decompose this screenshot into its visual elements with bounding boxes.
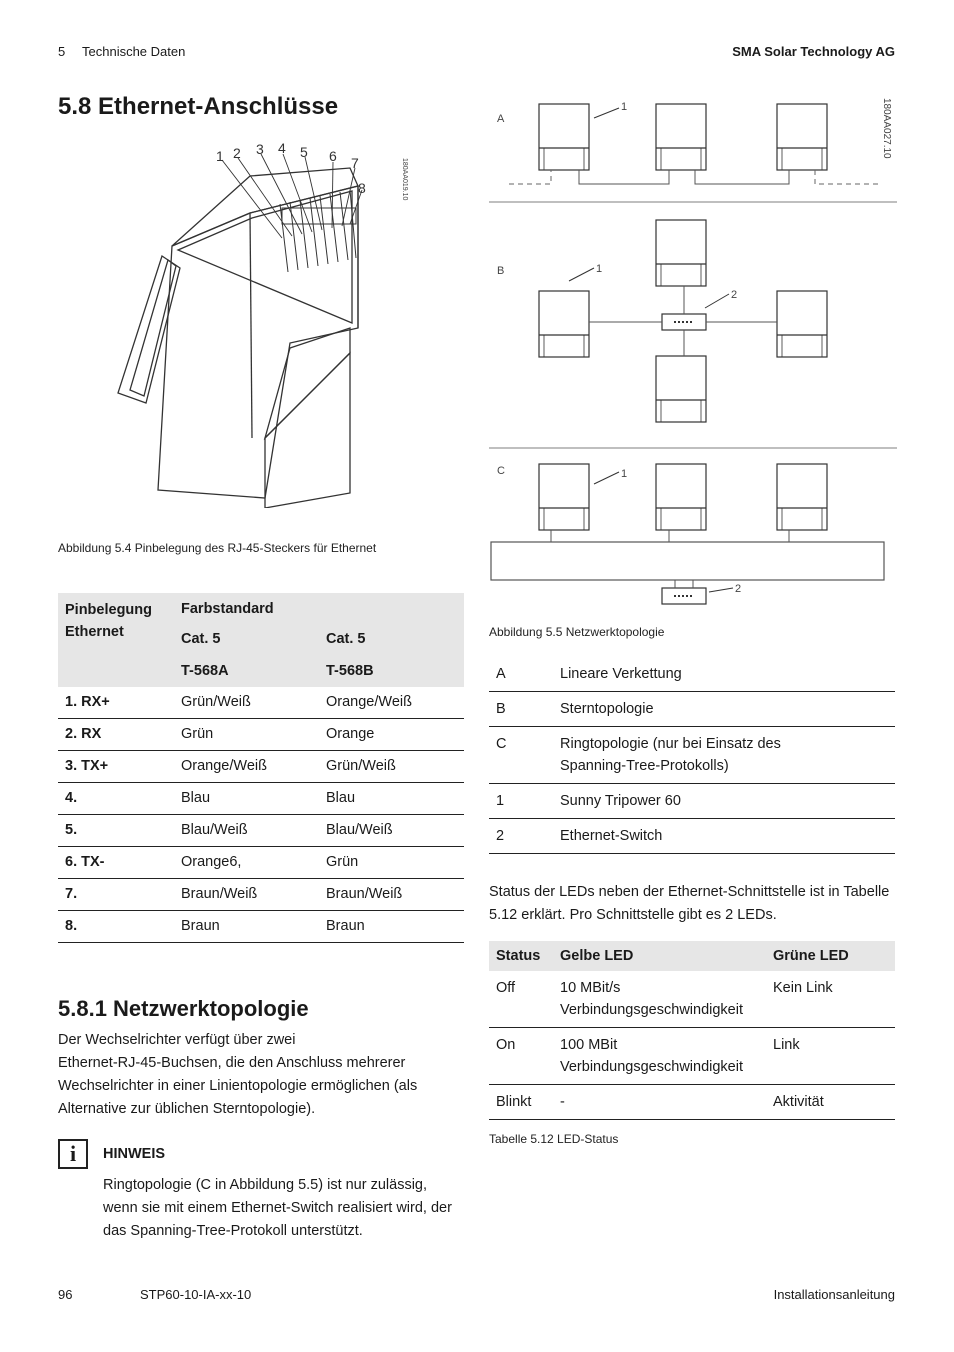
pin-cell: 3. TX+ (58, 751, 174, 783)
t568b-cell: Braun/Weiß (319, 879, 464, 911)
t568b-cell: Orange (319, 719, 464, 751)
legend-value: Ringtopologie (nur bei Einsatz des Spanning-Tree-Protokolls) (553, 727, 895, 784)
led-green-cell: Link (766, 1028, 895, 1085)
pin-cell: 5. (58, 815, 174, 847)
table-row (489, 819, 895, 854)
color-standard-header: Farbstandard (174, 593, 464, 624)
led-status-cell: Off (489, 971, 553, 1028)
t568b-cell: Blau (319, 783, 464, 815)
pin-label: 8 (358, 180, 366, 196)
t568a-cell: Orange/Weiß (174, 751, 319, 783)
rj45-plug-drawing (100, 138, 420, 508)
pin-cell: 4. (58, 783, 174, 815)
note-line: das Spanning-Tree-Protokoll unterstützt. (103, 1223, 363, 1239)
figure-code: 180AA027.10 (881, 98, 892, 159)
pin-label: 4 (278, 140, 286, 156)
callout-switch: 2 (731, 289, 738, 301)
table-row (489, 727, 895, 784)
header-company: SMA Solar Technology AG (732, 44, 895, 59)
t568a-cell: Braun (174, 911, 319, 943)
inverter-icon (539, 464, 589, 530)
pin-label: 1 (216, 148, 224, 164)
led-status-table (489, 941, 895, 1120)
standard-header: T-568A (174, 655, 319, 687)
led-green-cell: Aktivität (766, 1085, 895, 1120)
table-row (58, 847, 464, 879)
t568a-cell: Blau/Weiß (174, 815, 319, 847)
pin-cell: 7. (58, 879, 174, 911)
ethernet-switch-icon (662, 314, 706, 330)
paragraph-line: Alternative zur üblichen Sterntopologie). (58, 1101, 316, 1117)
led-status-cell: On (489, 1028, 553, 1085)
legend-key: A (489, 657, 553, 692)
pin-label: 5 (300, 144, 308, 160)
pin-col-header: Pinbelegung Ethernet (58, 593, 174, 687)
callout-inverter: 1 (621, 101, 628, 113)
diagram-label-c: C (497, 465, 505, 477)
legend-value: Sterntopologie (553, 692, 895, 727)
led-header-status: Status (489, 941, 553, 971)
pin-label: 3 (256, 141, 264, 157)
table-row (489, 1028, 895, 1085)
legend-value: Sunny Tripower 60 (553, 784, 895, 819)
footer-page-number: 96 (58, 1287, 73, 1302)
table-row (58, 815, 464, 847)
diagram-label-b: B (497, 265, 505, 277)
paragraph-line: 5.12 erklärt. Pro Schnittstelle gibt es 2 LEDs. (489, 907, 777, 923)
figure-code: 180AA019.10 (401, 158, 408, 201)
inverter-icon (777, 464, 827, 530)
paragraph-line: Wechselrichter in einer Linientopologie ermöglichen (als (58, 1078, 418, 1094)
inverter-icon (539, 104, 589, 170)
t568b-cell: Grün (319, 847, 464, 879)
network-topology-diagram (489, 96, 897, 616)
table-row (58, 879, 464, 911)
info-icon: i (58, 1139, 88, 1169)
legend-key: 1 (489, 784, 553, 819)
table-row (489, 692, 895, 727)
table-row (489, 657, 895, 692)
cat-header: Cat. 5 (174, 624, 319, 655)
legend-key: 2 (489, 819, 553, 854)
header-section-number: 5 (58, 44, 66, 59)
t568b-cell: Orange/Weiß (319, 687, 464, 719)
inverter-icon (656, 220, 706, 286)
pin-cell: 8. (58, 911, 174, 943)
t568a-cell: Braun/Weiß (174, 879, 319, 911)
inverter-icon (656, 104, 706, 170)
callout-switch: 2 (735, 583, 742, 595)
pin-label: 2 (233, 145, 241, 161)
note-text (103, 1174, 473, 1243)
figure-caption-5-5: Abbildung 5.5 Netzwerktopologie (489, 625, 665, 639)
led-intro-text (489, 881, 899, 927)
t568b-cell: Braun (319, 911, 464, 943)
table-row (58, 911, 464, 943)
topology-paragraph (58, 1029, 468, 1121)
note-line: Ringtopologie (C in Abbildung 5.5) ist nur zulässig, (103, 1177, 428, 1193)
topology-legend-table (489, 657, 895, 854)
led-yellow-cell: 100 MBit Verbindungsgeschwindigkeit (553, 1028, 766, 1085)
footer-doc-type: Installationsanleitung (773, 1287, 895, 1302)
table-caption-5-12: Tabelle 5.12 LED-Status (489, 1132, 619, 1146)
table-row (489, 784, 895, 819)
table-row (58, 687, 464, 719)
paragraph-line: Status der LEDs neben der Ethernet-Schnittstelle ist in Tabelle (489, 884, 890, 900)
diagram-label-a: A (497, 113, 505, 125)
led-green-cell: Kein Link (766, 971, 895, 1028)
callout-inverter: 1 (621, 468, 628, 480)
pin-label: 6 (329, 148, 337, 164)
led-header-yellow: Gelbe LED (553, 941, 766, 971)
section-title-5-8: 5.8 Ethernet-Anschlüsse (58, 93, 339, 120)
inverter-icon (539, 291, 589, 357)
t568b-cell: Grün/Weiß (319, 751, 464, 783)
legend-key: B (489, 692, 553, 727)
pin-label: 7 (351, 155, 359, 171)
table-row (489, 1085, 895, 1120)
pin-assignment-table (58, 593, 464, 943)
table-row (58, 751, 464, 783)
legend-value: Lineare Verkettung (553, 657, 895, 692)
led-yellow-cell: 10 MBit/s Verbindungsgeschwindigkeit (553, 971, 766, 1028)
footer-doc-code: STP60-10-IA-xx-10 (140, 1287, 252, 1302)
led-status-cell: Blinkt (489, 1085, 553, 1120)
cat-header: Cat. 5 (319, 624, 464, 655)
figure-caption-5-4: Abbildung 5.4 Pinbelegung des RJ-45-Steckers für Ethernet (58, 541, 377, 555)
inverter-icon (656, 356, 706, 422)
header-section-title: Technische Daten (82, 44, 186, 59)
led-header-green: Grüne LED (766, 941, 895, 971)
pin-cell: 6. TX- (58, 847, 174, 879)
ethernet-switch-icon (662, 588, 706, 604)
t568a-cell: Orange6, (174, 847, 319, 879)
legend-key: C (489, 727, 553, 784)
paragraph-line: Ethernet-RJ-45-Buchsen, die den Anschluss mehrerer (58, 1055, 406, 1071)
section-title-5-8-1: 5.8.1 Netzwerktopologie (58, 996, 309, 1021)
t568b-cell: Blau/Weiß (319, 815, 464, 847)
inverter-icon (777, 291, 827, 357)
pin-cell: 1. RX+ (58, 687, 174, 719)
note-line: wenn sie mit einem Ethernet-Switch realisiert wird, der (103, 1200, 452, 1216)
led-yellow-cell: - (553, 1085, 766, 1120)
inverter-icon (656, 464, 706, 530)
t568a-cell: Grün/Weiß (174, 687, 319, 719)
callout-inverter: 1 (596, 263, 603, 275)
legend-value: Ethernet-Switch (553, 819, 895, 854)
table-row (489, 971, 895, 1028)
inverter-icon (777, 104, 827, 170)
standard-header: T-568B (319, 655, 464, 687)
paragraph-line: Der Wechselrichter verfügt über zwei (58, 1032, 296, 1048)
t568a-cell: Grün (174, 719, 319, 751)
note-title: HINWEIS (103, 1146, 166, 1162)
table-row (58, 783, 464, 815)
pin-cell: 2. RX (58, 719, 174, 751)
table-row (58, 719, 464, 751)
t568a-cell: Blau (174, 783, 319, 815)
